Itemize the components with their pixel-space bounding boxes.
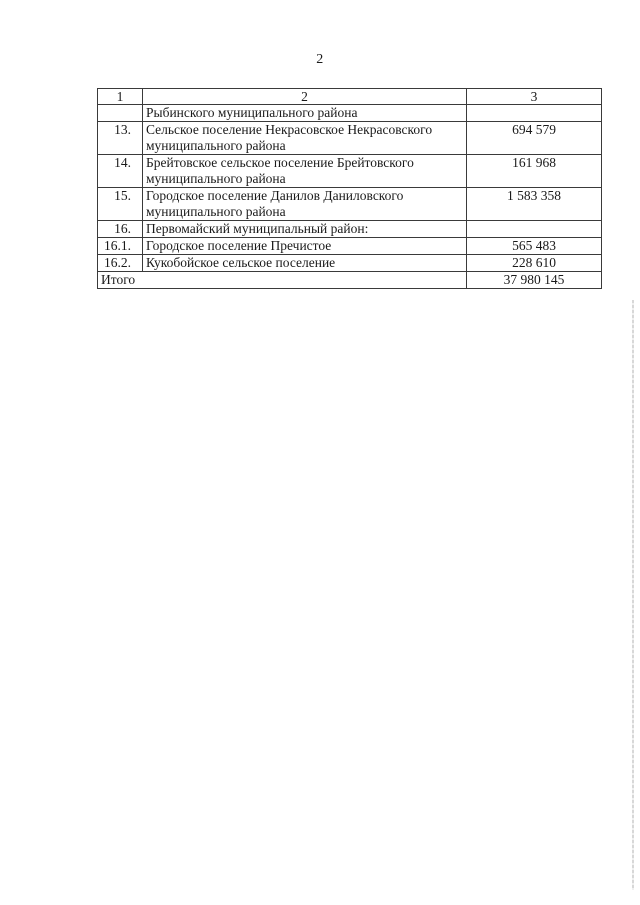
allocation-table bbox=[97, 88, 602, 289]
column-header-1: 1 bbox=[98, 89, 143, 105]
row-number: 15. bbox=[98, 188, 143, 221]
row-value: 1 583 358 bbox=[467, 188, 602, 221]
table-row bbox=[98, 155, 602, 188]
row-number: 14. bbox=[98, 155, 143, 188]
row-name: Сельское поселение Некрасовское Некрасовского муниципального района bbox=[143, 122, 467, 155]
table-total-row bbox=[98, 272, 602, 289]
row-value bbox=[467, 221, 602, 238]
row-name: Рыбинского муниципального района bbox=[143, 105, 467, 122]
column-header-3: 3 bbox=[467, 89, 602, 105]
row-number: 16.2. bbox=[98, 255, 143, 272]
table-header-row bbox=[98, 89, 602, 105]
total-value: 37 980 145 bbox=[467, 272, 602, 289]
row-number: 16. bbox=[98, 221, 143, 238]
table-row bbox=[98, 105, 602, 122]
row-value: 228 610 bbox=[467, 255, 602, 272]
row-value bbox=[467, 105, 602, 122]
column-header-2: 2 bbox=[143, 89, 467, 105]
row-number: 13. bbox=[98, 122, 143, 155]
table-row bbox=[98, 221, 602, 238]
row-value: 161 968 bbox=[467, 155, 602, 188]
table-row bbox=[98, 122, 602, 155]
row-name: Первомайский муниципальный район: bbox=[143, 221, 467, 238]
scan-edge-artifact bbox=[632, 300, 634, 890]
row-name: Брейтовское сельское поселение Брейтовского муниципального района bbox=[143, 155, 467, 188]
row-value: 565 483 bbox=[467, 238, 602, 255]
page-number: 2 bbox=[316, 52, 324, 67]
table-row bbox=[98, 238, 602, 255]
row-name: Городское поселение Данилов Даниловского муниципального района bbox=[143, 188, 467, 221]
total-label: Итого bbox=[98, 272, 467, 289]
row-name: Кукобойское сельское поселение bbox=[143, 255, 467, 272]
table-row bbox=[98, 188, 602, 221]
row-name: Городское поселение Пречистое bbox=[143, 238, 467, 255]
row-value: 694 579 bbox=[467, 122, 602, 155]
table-row bbox=[98, 255, 602, 272]
row-number: 16.1. bbox=[98, 238, 143, 255]
row-number bbox=[98, 105, 143, 122]
